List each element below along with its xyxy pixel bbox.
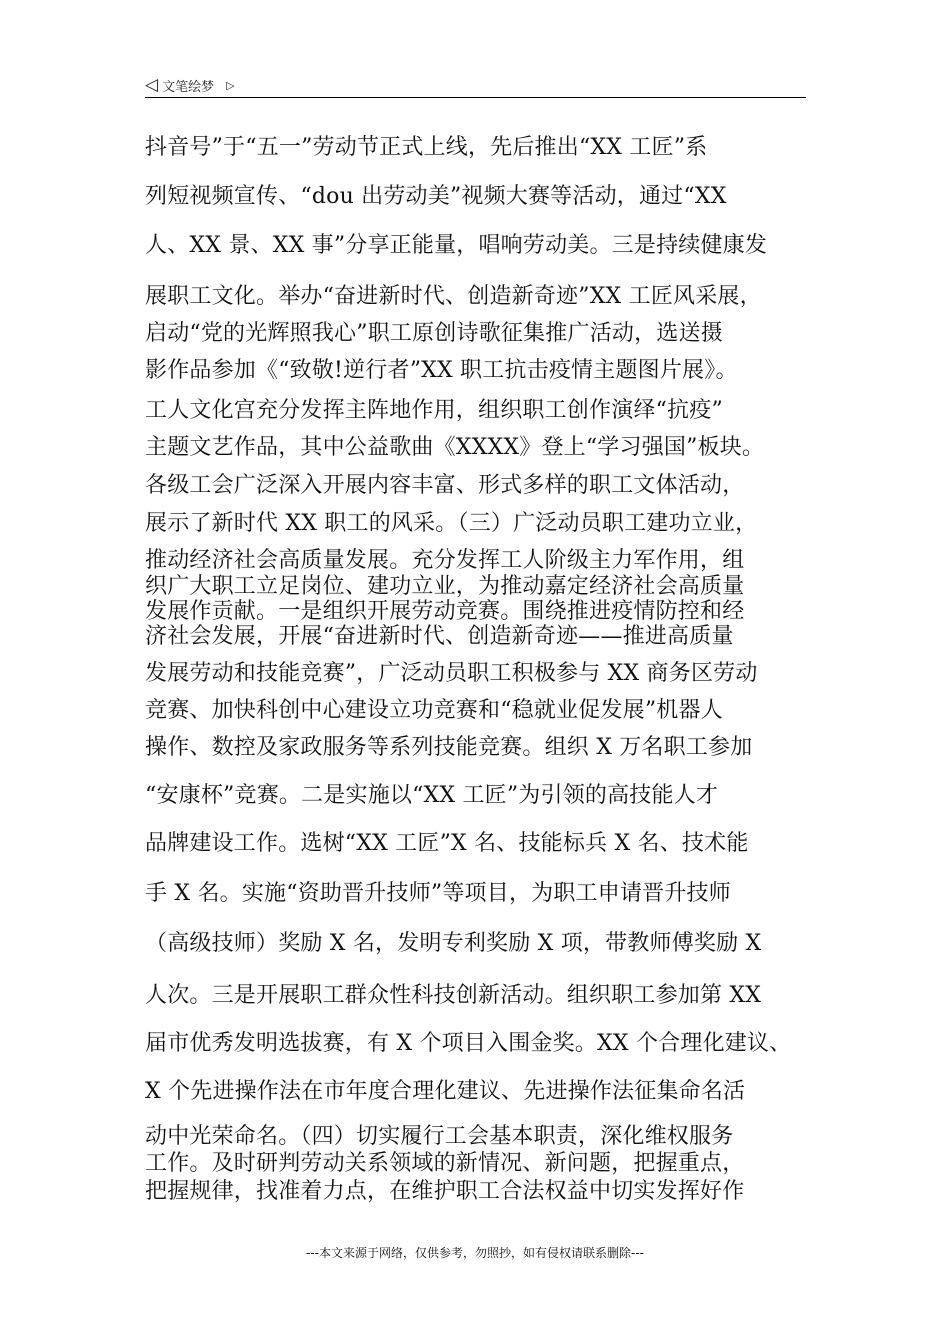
text-line: 列短视频宣传、“dou 出劳动美”视频大赛等活动，通过“XX	[145, 184, 727, 209]
text-line: 发展劳动和技能竞赛”，广泛动员职工积极参与 XX 商务区劳动	[145, 661, 758, 686]
text-line: 手 X 名。实施“资助晋升技师”等项目，为职工申请晋升技师	[145, 881, 731, 906]
text-line: （高级技师）奖励 X 名，发明专利奖励 X 项，带教师傅奖励 X	[145, 931, 762, 956]
text-line: 品牌建设工作。选树“XX 工匠”X 名、技能标兵 X 名、技术能	[145, 831, 749, 856]
text-line: 把握规律，找准着力点，在维护职工合法权益中切实发挥好作	[145, 1179, 745, 1204]
text-line: 人次。三是开展职工群众性科技创新活动。组织职工参加第 XX	[145, 983, 762, 1008]
text-line: 届市优秀发明选拔赛，有 X 个项目入围金奖。XX 个合理化建议、	[145, 1031, 792, 1056]
text-line: 抖音号”于“五一”劳动节正式上线，先后推出“XX 工匠”系	[145, 135, 708, 160]
triangle-right-icon: ▷	[226, 78, 235, 92]
text-line: 动中光荣命名。（四）切实履行工会基本职责，深化维权服务	[145, 1124, 734, 1149]
text-line: 主题文艺作品，其中公益歌曲《XXXX》登上“学习强国”板块。	[145, 435, 765, 460]
text-line: 推动经济社会高质量发展。充分发挥工人阶级主力军作用，组	[145, 548, 745, 573]
text-line: 竞赛、加快科创中心建设立功竞赛和“稳就业促发展”机器人	[145, 698, 723, 723]
text-line: 展示了新时代 XX 职工的风采。（三）广泛动员职工建功立业，	[145, 511, 758, 536]
triangle-left-icon: ◁	[145, 74, 159, 95]
text-line: 启动“党的光辉照我心”职工原创诗歌征集推广活动，选送摄	[145, 321, 723, 346]
text-line: X 个先进操作法在市年度合理化建议、先进操作法征集命名活	[145, 1079, 746, 1104]
header-rule	[145, 97, 806, 98]
text-line: “安康杯”竞赛。二是实施以“XX 工匠”为引领的高技能人才	[145, 783, 719, 808]
text-line: 工人文化宫充分发挥主阵地作用，组织职工创作演绎“抗疫”	[145, 398, 723, 423]
text-line: 展职工文化。举办“奋进新时代、创造新奇迹”XX 工匠风采展，	[145, 284, 762, 309]
page-header	[145, 74, 235, 96]
text-line: 影作品参加《“致敬!逆行者”XX 职工抗击疫情主题图片展》。	[145, 358, 738, 383]
text-line: 各级工会广泛深入开展内容丰富、形式多样的职工文体活动，	[145, 473, 745, 498]
text-line: 操作、数控及家政服务等系列技能竞赛。组织 X 万名职工参加	[145, 735, 753, 760]
text-line: 织广大职工立足岗位、建功立业，为推动嘉定经济社会高质量	[145, 574, 745, 599]
text-line: 人、XX 景、XX 事”分享正能量，唱响劳动美。三是持续健康发	[145, 233, 768, 258]
text-line: 工作。及时研判劳动关系领域的新情况、新问题，把握重点，	[145, 1151, 745, 1176]
text-line: 济社会发展，开展“奋进新时代、创造新奇迹——推进高质量	[145, 624, 734, 649]
text-line: 发展作贡献。一是组织开展劳动竞赛。围绕推进疫情防控和经	[145, 599, 745, 624]
header-title: 文笔绘梦	[162, 79, 215, 95]
footer-note: ---本文来源于网络，仅供参考，勿照抄，如有侵权请联系删除---	[306, 1246, 644, 1260]
